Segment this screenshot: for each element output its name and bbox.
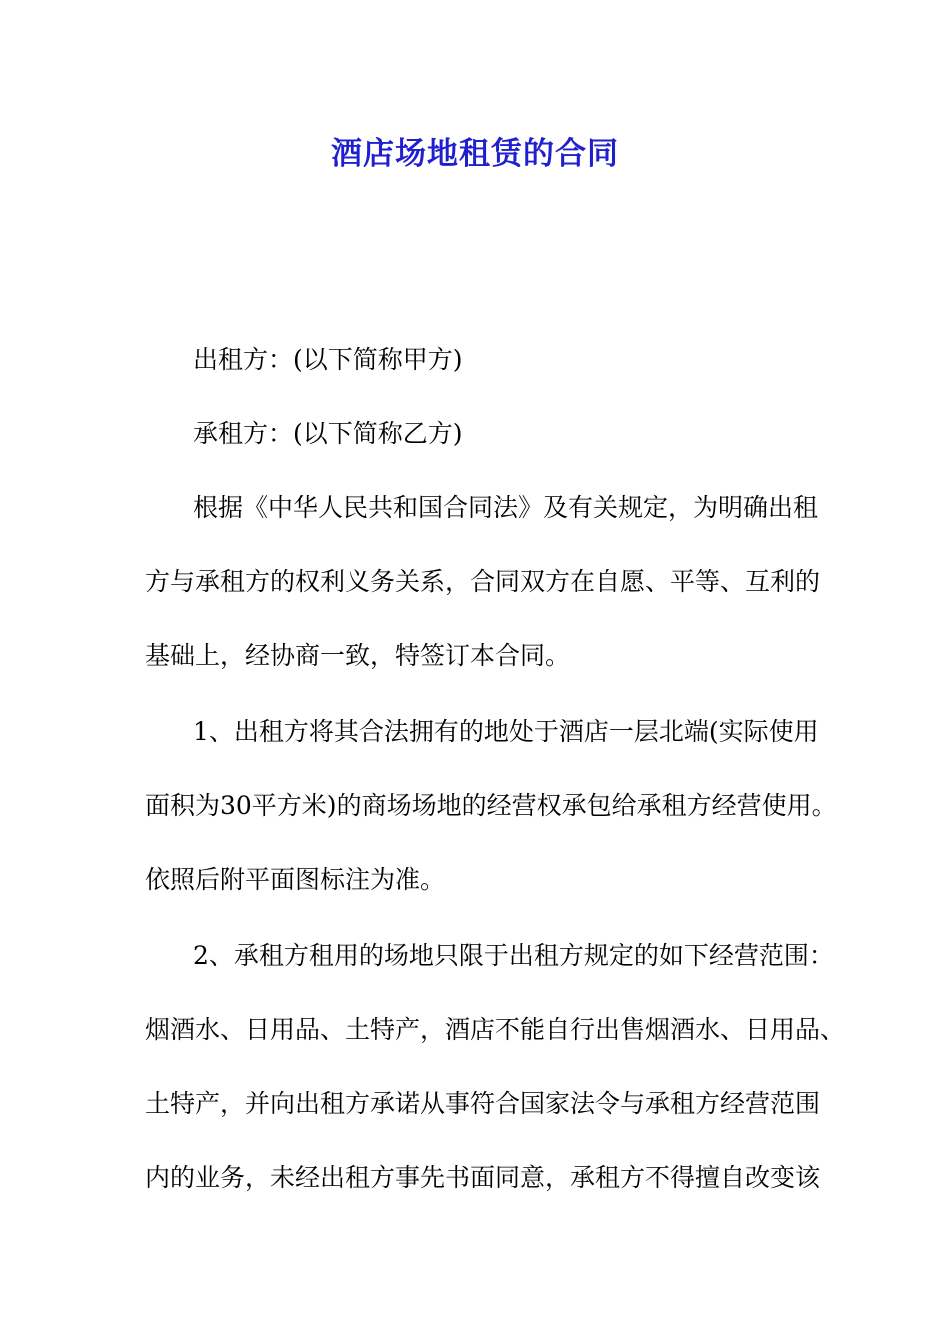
clause-1-line-1: 1、出租方将其合法拥有的地处于酒店一层北端(实际使用: [193, 717, 819, 746]
preamble-line-3: 基础上，经协商一致，特签订本合同。: [145, 641, 571, 670]
preamble-line-1: 根据《中华人民共和国合同法》及有关规定，为明确出租: [193, 493, 819, 522]
clause-2-line-1: 2、承租方租用的场地只限于出租方规定的如下经营范围：: [193, 941, 834, 970]
lessee-line: 承租方：(以下简称乙方): [193, 419, 463, 448]
lessor-line: 出租方：(以下简称甲方): [193, 345, 463, 374]
clause-2-line-3: 土特产，并向出租方承诺从事符合国家法令与承租方经营范围: [145, 1089, 821, 1118]
clause-2-line-2: 烟酒水、日用品、土特产，酒店不能自行出售烟酒水、日用品、: [145, 1015, 846, 1044]
clause-1-line-2: 面积为30平方米)的商场场地的经营权承包给承租方经营使用。: [145, 791, 837, 820]
clause-1-line-3: 依照后附平面图标注为准。: [145, 865, 446, 894]
document-title: 酒店场地租赁的合同: [331, 136, 619, 172]
clause-2-line-4: 内的业务，未经出租方事先书面同意，承租方不得擅自改变该: [145, 1163, 821, 1192]
preamble-line-2: 方与承租方的权利义务关系，合同双方在自愿、平等、互利的: [145, 567, 821, 596]
